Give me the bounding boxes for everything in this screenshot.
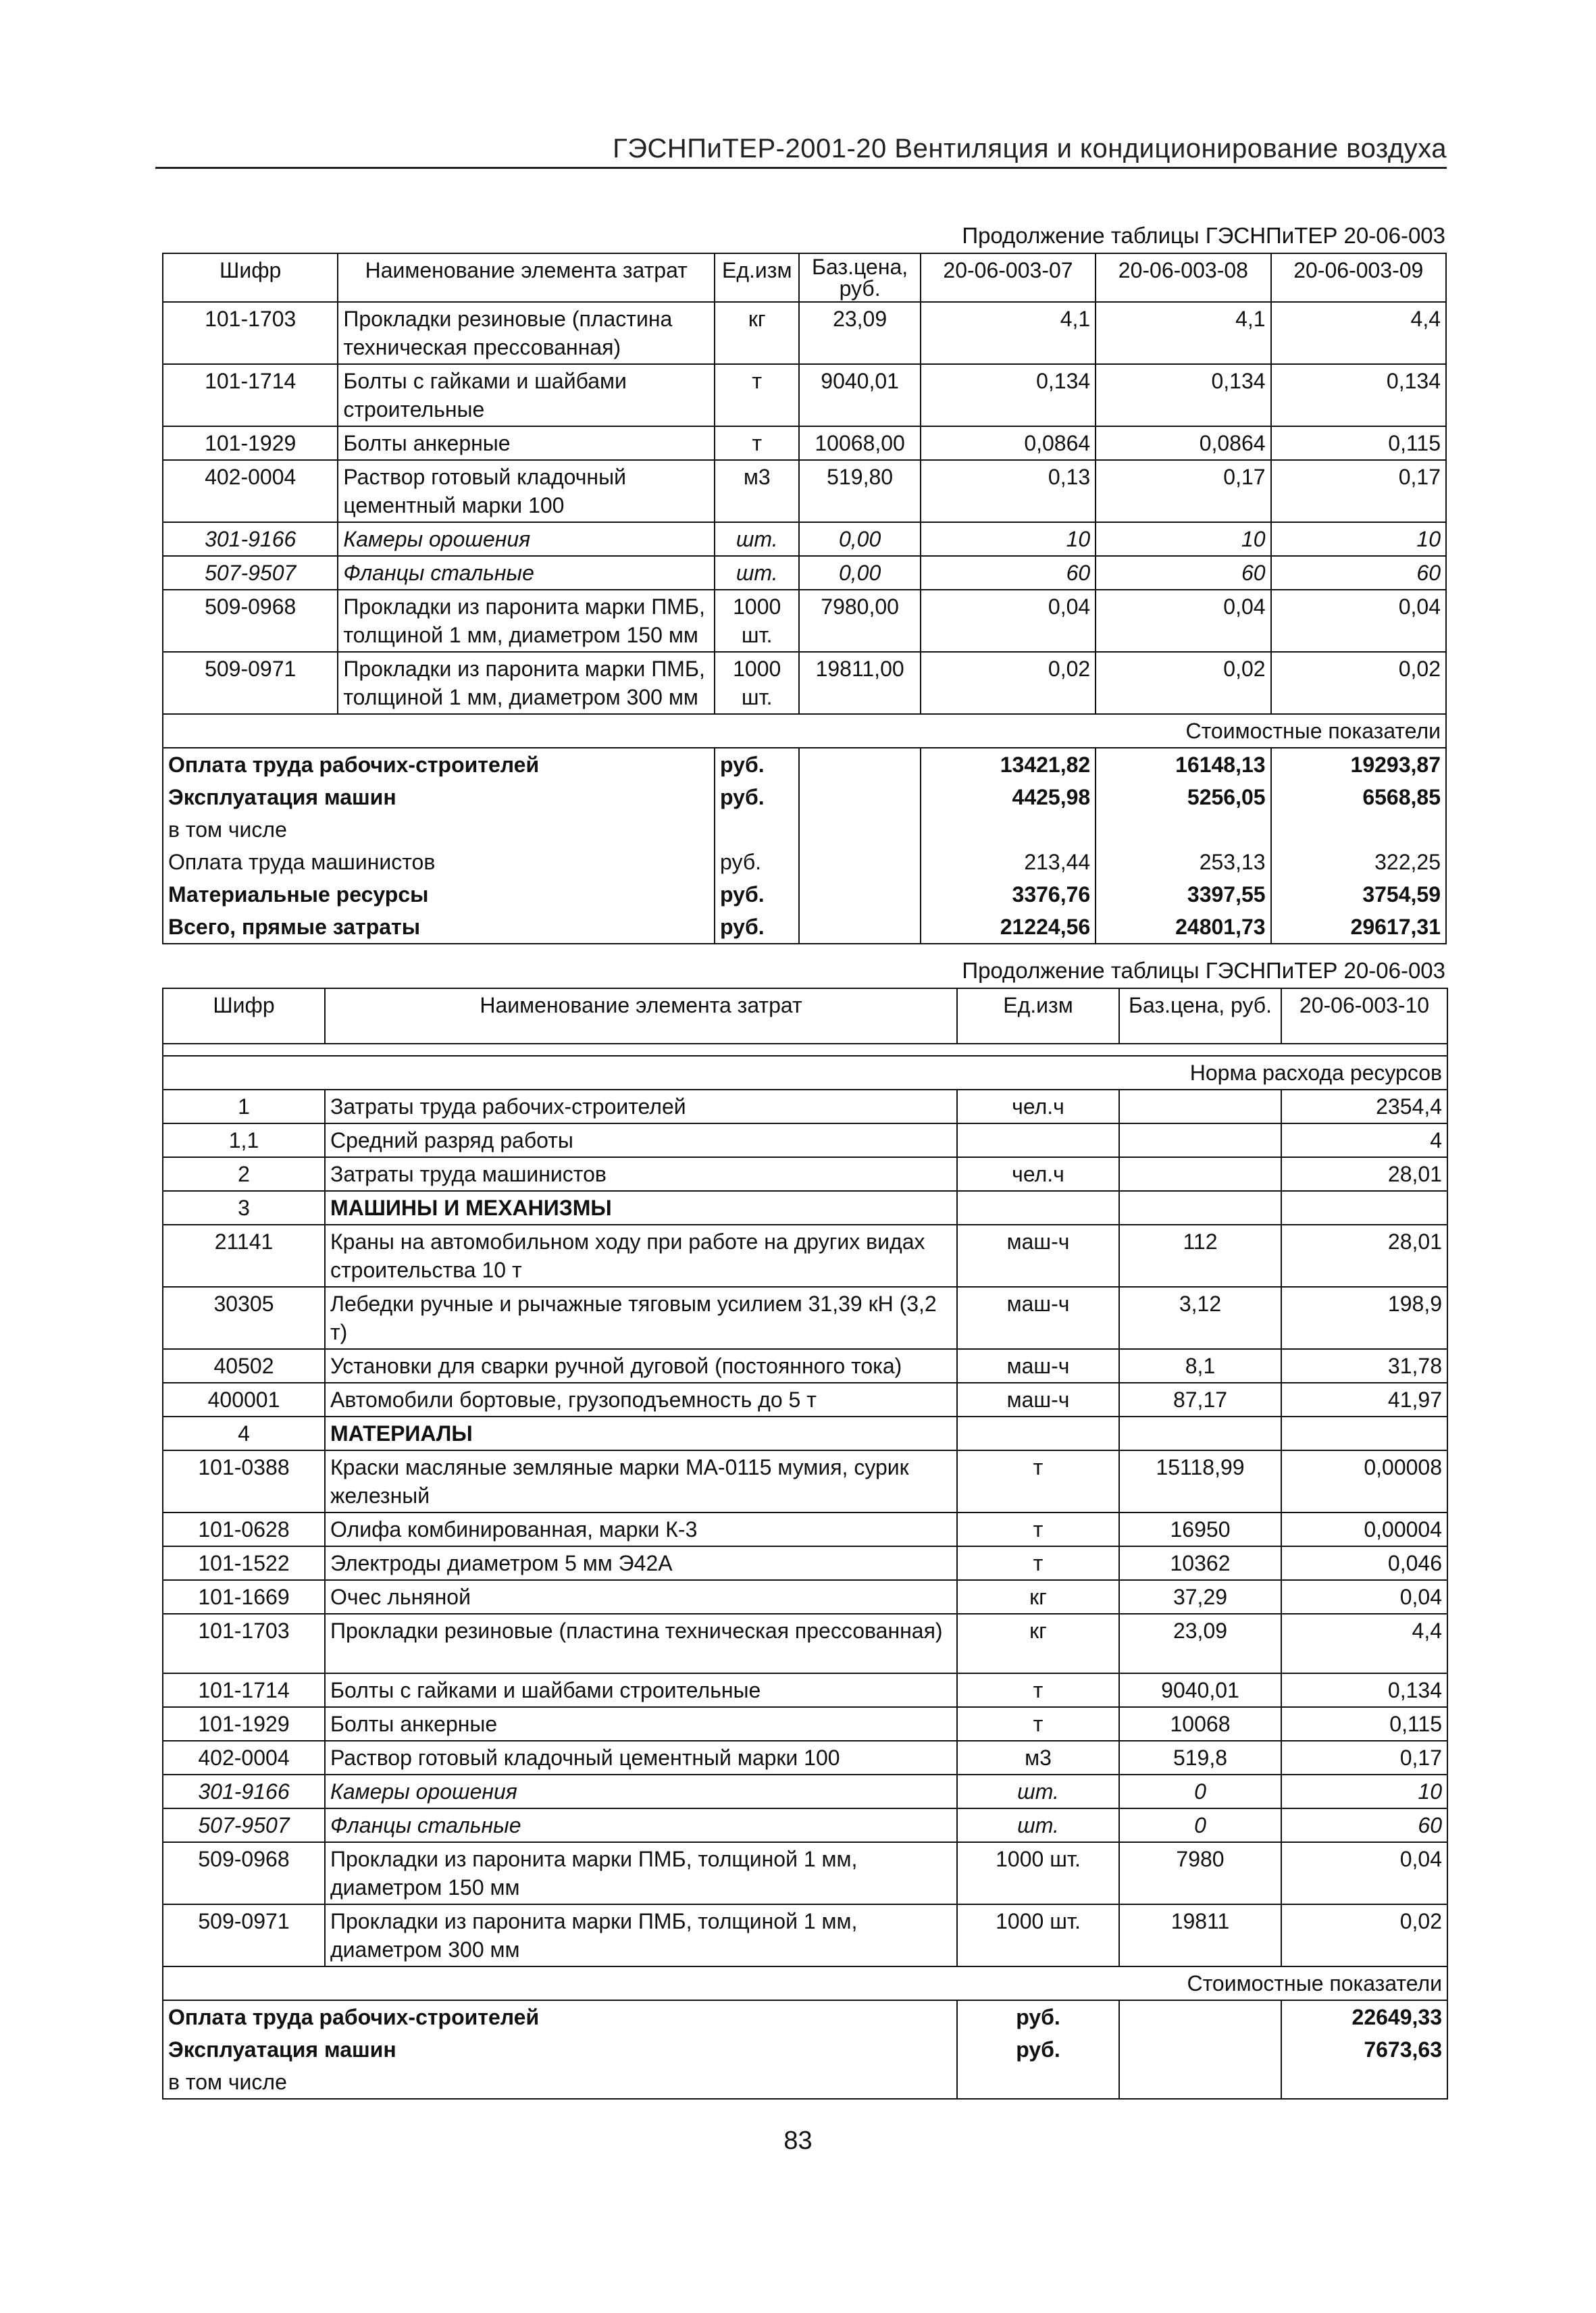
table-row bbox=[163, 460, 1446, 522]
section-row bbox=[163, 1417, 1447, 1450]
cost-price bbox=[799, 748, 920, 781]
col-name-header: Наименование элемента затрат bbox=[325, 988, 957, 1044]
row-name: Олифа комбинированная, марки К-3 bbox=[325, 1513, 957, 1546]
row-code: 301-9166 bbox=[163, 1775, 325, 1808]
table-row bbox=[163, 1546, 1447, 1580]
row-name: Прокладки из паронита марки ПМБ, толщиной 1 мм, диаметром 150 мм bbox=[338, 590, 715, 652]
row-name: Болты анкерные bbox=[338, 426, 715, 460]
table1-continuation: Продолжение таблицы ГЭСНПиТЕР 20-06-003 bbox=[962, 223, 1445, 248]
cost-label: в том числе bbox=[163, 2066, 957, 2099]
row-unit: 1000 шт. bbox=[957, 1904, 1119, 1966]
row-unit: маш-ч bbox=[957, 1287, 1119, 1349]
row-name: Камеры орошения bbox=[325, 1775, 957, 1808]
cost-value: 19293,87 bbox=[1271, 748, 1446, 781]
row-code: 101-1703 bbox=[163, 1614, 325, 1673]
row-value: 198,9 bbox=[1281, 1287, 1447, 1349]
table-row bbox=[163, 1673, 1447, 1707]
table-row bbox=[163, 1842, 1447, 1904]
spacer-cell bbox=[163, 1044, 1447, 1056]
table-row bbox=[163, 1287, 1447, 1349]
cost-row bbox=[163, 878, 1446, 911]
cost-value bbox=[1271, 813, 1446, 846]
row-code: 402-0004 bbox=[163, 1741, 325, 1775]
row-code: 101-1669 bbox=[163, 1580, 325, 1614]
row-name: Прокладки резиновые (пластина техническая прессованная) bbox=[325, 1614, 957, 1673]
row-code: 3 bbox=[163, 1191, 325, 1225]
row-price bbox=[1119, 1191, 1281, 1225]
col-resource-08-header: 20-06-003-08 bbox=[1096, 253, 1270, 302]
row-value: 28,01 bbox=[1281, 1225, 1447, 1287]
cost-row bbox=[163, 748, 1446, 781]
row-price: 0 bbox=[1119, 1775, 1281, 1808]
row-code: 507-9507 bbox=[163, 1808, 325, 1842]
row-unit: м3 bbox=[957, 1741, 1119, 1775]
row-unit: 1000 шт. bbox=[715, 652, 799, 714]
row-price: 15118,99 bbox=[1119, 1450, 1281, 1513]
row-price bbox=[1119, 1417, 1281, 1450]
row-code: 2 bbox=[163, 1157, 325, 1191]
row-value: 0,134 bbox=[1281, 1673, 1447, 1707]
row-name: Автомобили бортовые, грузоподъемность до 5 т bbox=[325, 1383, 957, 1417]
table-row bbox=[163, 1580, 1447, 1614]
row-unit: шт. bbox=[715, 522, 799, 556]
row-unit: чел.ч bbox=[957, 1157, 1119, 1191]
row-value: 10 bbox=[1281, 1775, 1447, 1808]
col-price-header: Баз.цена, руб. bbox=[799, 253, 920, 302]
table2-header-row bbox=[163, 988, 1447, 1044]
row-price: 8,1 bbox=[1119, 1349, 1281, 1383]
row-value: 0,02 bbox=[921, 652, 1096, 714]
cost-section-row bbox=[163, 714, 1446, 748]
cost-row bbox=[163, 2000, 1447, 2033]
row-code: 101-1929 bbox=[163, 426, 338, 460]
table-row bbox=[163, 1513, 1447, 1546]
cost-label: Всего, прямые затраты bbox=[163, 911, 715, 944]
cost-price bbox=[799, 911, 920, 944]
cost-value: 3754,59 bbox=[1271, 878, 1446, 911]
row-value: 4,4 bbox=[1281, 1614, 1447, 1673]
row-value: 0,134 bbox=[921, 364, 1096, 426]
row-price bbox=[1119, 1157, 1281, 1191]
row-unit bbox=[957, 1191, 1119, 1225]
row-price: 0 bbox=[1119, 1808, 1281, 1842]
row-value: 4,1 bbox=[921, 302, 1096, 364]
row-code: 101-1714 bbox=[163, 1673, 325, 1707]
table-row bbox=[163, 1123, 1447, 1157]
row-code: 509-0971 bbox=[163, 652, 338, 714]
row-value: 0,134 bbox=[1271, 364, 1446, 426]
row-value: 0,0864 bbox=[1096, 426, 1270, 460]
cost-value: 3397,55 bbox=[1096, 878, 1270, 911]
cost-price bbox=[1119, 2033, 1281, 2066]
cost-label: Материальные ресурсы bbox=[163, 878, 715, 911]
row-value: 0,04 bbox=[921, 590, 1096, 652]
row-unit: кг bbox=[957, 1614, 1119, 1673]
cost-unit: руб. bbox=[957, 2033, 1119, 2066]
table-row bbox=[163, 1090, 1447, 1123]
row-name: Фланцы стальные bbox=[325, 1808, 957, 1842]
row-price: 23,09 bbox=[1119, 1614, 1281, 1673]
row-price: 10068 bbox=[1119, 1707, 1281, 1741]
row-value: 0,17 bbox=[1271, 460, 1446, 522]
row-unit: 1000 шт. bbox=[957, 1842, 1119, 1904]
row-unit: т bbox=[957, 1707, 1119, 1741]
cost-value: 22649,33 bbox=[1281, 2000, 1447, 2033]
row-value: 0,02 bbox=[1096, 652, 1270, 714]
table-row bbox=[163, 1808, 1447, 1842]
table-row bbox=[163, 1450, 1447, 1513]
cost-value: 322,25 bbox=[1271, 846, 1446, 878]
cost-unit: руб. bbox=[715, 781, 799, 813]
row-price: 3,12 bbox=[1119, 1287, 1281, 1349]
row-value: 0,17 bbox=[1281, 1741, 1447, 1775]
row-name: Прокладки из паронита марки ПМБ, толщиной 1 мм, диаметром 150 мм bbox=[325, 1842, 957, 1904]
cost-row bbox=[163, 2066, 1447, 2099]
cost-unit: руб. bbox=[715, 748, 799, 781]
row-value: 0,0864 bbox=[921, 426, 1096, 460]
row-unit: т bbox=[957, 1546, 1119, 1580]
row-value: 4 bbox=[1281, 1123, 1447, 1157]
cost-label: Оплата труда рабочих-строителей bbox=[163, 2000, 957, 2033]
row-unit: 1000 шт. bbox=[715, 590, 799, 652]
row-value: 41,97 bbox=[1281, 1383, 1447, 1417]
cost-unit bbox=[957, 2066, 1119, 2099]
cost-section-row bbox=[163, 1966, 1447, 2000]
col-name-header: Наименование элемента затрат bbox=[338, 253, 715, 302]
row-unit bbox=[957, 1123, 1119, 1157]
cost-value: 24801,73 bbox=[1096, 911, 1270, 944]
cost-value: 6568,85 bbox=[1271, 781, 1446, 813]
cost-price bbox=[799, 846, 920, 878]
row-name: Фланцы стальные bbox=[338, 556, 715, 590]
col-code-header: Шифр bbox=[163, 253, 338, 302]
row-code: 101-0388 bbox=[163, 1450, 325, 1513]
table-row bbox=[163, 1225, 1447, 1287]
row-code: 101-1714 bbox=[163, 364, 338, 426]
table-row bbox=[163, 1775, 1447, 1808]
cost-value: 13421,82 bbox=[921, 748, 1096, 781]
row-value: 10 bbox=[1096, 522, 1270, 556]
row-price: 0,00 bbox=[799, 522, 920, 556]
row-value: 10 bbox=[921, 522, 1096, 556]
row-name: Болты с гайками и шайбами строительные bbox=[338, 364, 715, 426]
row-code: 4 bbox=[163, 1417, 325, 1450]
cost-section-label: Стоимостные показатели bbox=[163, 714, 1446, 748]
row-value: 10 bbox=[1271, 522, 1446, 556]
cost-row bbox=[163, 2033, 1447, 2066]
cost-value bbox=[921, 813, 1096, 846]
row-code: 101-1929 bbox=[163, 1707, 325, 1741]
row-value: 0,04 bbox=[1271, 590, 1446, 652]
col-resource-09-header: 20-06-003-09 bbox=[1271, 253, 1446, 302]
row-value: 0,115 bbox=[1281, 1707, 1447, 1741]
cost-value: 253,13 bbox=[1096, 846, 1270, 878]
spacer-row bbox=[163, 1044, 1447, 1056]
row-name: Электроды диаметром 5 мм Э42А bbox=[325, 1546, 957, 1580]
row-code: 509-0968 bbox=[163, 1842, 325, 1904]
row-code: 507-9507 bbox=[163, 556, 338, 590]
table-row bbox=[163, 652, 1446, 714]
row-unit: маш-ч bbox=[957, 1349, 1119, 1383]
row-price: 9040,01 bbox=[799, 364, 920, 426]
table-row bbox=[163, 522, 1446, 556]
cost-value: 213,44 bbox=[921, 846, 1096, 878]
row-name: Раствор готовый кладочный цементный марки 100 bbox=[325, 1741, 957, 1775]
row-price bbox=[1119, 1090, 1281, 1123]
row-value bbox=[1281, 1417, 1447, 1450]
cost-unit: руб. bbox=[715, 911, 799, 944]
row-code: 509-0968 bbox=[163, 590, 338, 652]
row-code: 1 bbox=[163, 1090, 325, 1123]
row-unit: маш-ч bbox=[957, 1383, 1119, 1417]
table-row bbox=[163, 1349, 1447, 1383]
table-row bbox=[163, 364, 1446, 426]
row-unit: кг bbox=[715, 302, 799, 364]
cost-price bbox=[1119, 2066, 1281, 2099]
cost-label: в том числе bbox=[163, 813, 715, 846]
row-name: Затраты труда рабочих-строителей bbox=[325, 1090, 957, 1123]
cost-row bbox=[163, 911, 1446, 944]
row-name: Лебедки ручные и рычажные тяговым усилием 31,39 кН (3,2 т) bbox=[325, 1287, 957, 1349]
row-value: 28,01 bbox=[1281, 1157, 1447, 1191]
table2 bbox=[162, 988, 1448, 2100]
cost-unit: руб. bbox=[715, 846, 799, 878]
cost-unit bbox=[715, 813, 799, 846]
table-row bbox=[163, 1741, 1447, 1775]
row-unit: т bbox=[957, 1673, 1119, 1707]
header-title: ГЭСНПиТЕР-2001-20 Вентиляция и кондиционирование воздуха bbox=[613, 134, 1447, 163]
row-unit: т bbox=[957, 1513, 1119, 1546]
row-value: 0,17 bbox=[1096, 460, 1270, 522]
row-value: 0,115 bbox=[1271, 426, 1446, 460]
row-code: 101-1522 bbox=[163, 1546, 325, 1580]
cost-value: 21224,56 bbox=[921, 911, 1096, 944]
cost-label: Эксплуатация машин bbox=[163, 781, 715, 813]
table-row bbox=[163, 426, 1446, 460]
row-unit: шт. bbox=[715, 556, 799, 590]
row-name: Затраты труда машинистов bbox=[325, 1157, 957, 1191]
cost-value: 4425,98 bbox=[921, 781, 1096, 813]
row-name: Болты с гайками и шайбами строительные bbox=[325, 1673, 957, 1707]
cost-value bbox=[1281, 2066, 1447, 2099]
row-code: 1,1 bbox=[163, 1123, 325, 1157]
cost-label: Оплата труда машинистов bbox=[163, 846, 715, 878]
page-number: 83 bbox=[783, 2127, 813, 2155]
row-code: 400001 bbox=[163, 1383, 325, 1417]
row-code: 101-1703 bbox=[163, 302, 338, 364]
cost-row bbox=[163, 846, 1446, 878]
row-value: 60 bbox=[1271, 556, 1446, 590]
row-value: 0,02 bbox=[1271, 652, 1446, 714]
row-unit: т bbox=[715, 426, 799, 460]
cost-unit: руб. bbox=[715, 878, 799, 911]
row-name: Прокладки из паронита марки ПМБ, толщиной 1 мм, диаметром 300 мм bbox=[338, 652, 715, 714]
row-price: 23,09 bbox=[799, 302, 920, 364]
col-unit-header: Ед.изм bbox=[715, 253, 799, 302]
table2-continuation: Продолжение таблицы ГЭСНПиТЕР 20-06-003 bbox=[962, 958, 1445, 983]
row-value: 60 bbox=[1096, 556, 1270, 590]
table-row bbox=[163, 1904, 1447, 1966]
section-row bbox=[163, 1191, 1447, 1225]
cost-label: Эксплуатация машин bbox=[163, 2033, 957, 2066]
row-name: Средний разряд работы bbox=[325, 1123, 957, 1157]
row-value bbox=[1281, 1191, 1447, 1225]
row-value: 0,134 bbox=[1096, 364, 1270, 426]
row-value: 2354,4 bbox=[1281, 1090, 1447, 1123]
row-value: 0,04 bbox=[1281, 1842, 1447, 1904]
cost-value: 7673,63 bbox=[1281, 2033, 1447, 2066]
table-row bbox=[163, 556, 1446, 590]
row-value: 0,00008 bbox=[1281, 1450, 1447, 1513]
row-name: Краны на автомобильном ходу при работе на других видах строительства 10 т bbox=[325, 1225, 957, 1287]
cost-value: 5256,05 bbox=[1096, 781, 1270, 813]
row-unit: маш-ч bbox=[957, 1225, 1119, 1287]
table-row bbox=[163, 302, 1446, 364]
col-resource-10-header: 20-06-003-10 bbox=[1281, 988, 1447, 1044]
page-header bbox=[155, 134, 1447, 169]
row-price: 37,29 bbox=[1119, 1580, 1281, 1614]
row-value: 4,1 bbox=[1096, 302, 1270, 364]
row-price: 9040,01 bbox=[1119, 1673, 1281, 1707]
row-name: Болты анкерные bbox=[325, 1707, 957, 1741]
cost-unit: руб. bbox=[957, 2000, 1119, 2033]
row-value: 0,00004 bbox=[1281, 1513, 1447, 1546]
row-code: 30305 bbox=[163, 1287, 325, 1349]
cost-value: 16148,13 bbox=[1096, 748, 1270, 781]
row-value: 0,046 bbox=[1281, 1546, 1447, 1580]
table-row bbox=[163, 590, 1446, 652]
section-title: МАТЕРИАЛЫ bbox=[325, 1417, 957, 1450]
row-price: 7980 bbox=[1119, 1842, 1281, 1904]
cost-price bbox=[799, 781, 920, 813]
table-row bbox=[163, 1614, 1447, 1673]
row-price: 87,17 bbox=[1119, 1383, 1281, 1417]
cost-value: 29617,31 bbox=[1271, 911, 1446, 944]
row-name: Краски масляные земляные марки МА-0115 мумия, сурик железный bbox=[325, 1450, 957, 1513]
row-unit: шт. bbox=[957, 1775, 1119, 1808]
cost-section-label: Стоимостные показатели bbox=[163, 1966, 1447, 2000]
row-code: 101-0628 bbox=[163, 1513, 325, 1546]
cost-price bbox=[799, 813, 920, 846]
table-row bbox=[163, 1157, 1447, 1191]
row-code: 40502 bbox=[163, 1349, 325, 1383]
row-code: 301-9166 bbox=[163, 522, 338, 556]
row-unit: кг bbox=[957, 1580, 1119, 1614]
table-row bbox=[163, 1707, 1447, 1741]
table1 bbox=[162, 253, 1447, 944]
row-price: 519,80 bbox=[799, 460, 920, 522]
row-value: 0,04 bbox=[1096, 590, 1270, 652]
row-value: 4,4 bbox=[1271, 302, 1446, 364]
row-price: 19811,00 bbox=[799, 652, 920, 714]
norm-section-row bbox=[163, 1056, 1447, 1090]
row-value: 0,04 bbox=[1281, 1580, 1447, 1614]
row-price: 519,8 bbox=[1119, 1741, 1281, 1775]
norm-section-label: Норма расхода ресурсов bbox=[163, 1056, 1447, 1090]
row-value: 0,13 bbox=[921, 460, 1096, 522]
table1-header-row bbox=[163, 253, 1446, 302]
row-code: 509-0971 bbox=[163, 1904, 325, 1966]
row-price: 10068,00 bbox=[799, 426, 920, 460]
col-unit-header: Ед.изм bbox=[957, 988, 1119, 1044]
col-resource-07-header: 20-06-003-07 bbox=[921, 253, 1096, 302]
row-unit: шт. bbox=[957, 1808, 1119, 1842]
cost-price bbox=[799, 878, 920, 911]
col-code-header: Шифр bbox=[163, 988, 325, 1044]
cost-value: 3376,76 bbox=[921, 878, 1096, 911]
row-price: 16950 bbox=[1119, 1513, 1281, 1546]
cost-label: Оплата труда рабочих-строителей bbox=[163, 748, 715, 781]
row-unit: чел.ч bbox=[957, 1090, 1119, 1123]
row-unit bbox=[957, 1417, 1119, 1450]
cost-value bbox=[1096, 813, 1270, 846]
row-price: 10362 bbox=[1119, 1546, 1281, 1580]
row-price: 0,00 bbox=[799, 556, 920, 590]
row-value: 60 bbox=[1281, 1808, 1447, 1842]
row-name: Прокладки резиновые (пластина техническая прессованная) bbox=[338, 302, 715, 364]
cost-price bbox=[1119, 2000, 1281, 2033]
cost-row bbox=[163, 813, 1446, 846]
row-price bbox=[1119, 1123, 1281, 1157]
row-name: Очес льняной bbox=[325, 1580, 957, 1614]
row-value: 60 bbox=[921, 556, 1096, 590]
row-unit: м3 bbox=[715, 460, 799, 522]
row-unit: т bbox=[957, 1450, 1119, 1513]
table-row bbox=[163, 1383, 1447, 1417]
row-code: 21141 bbox=[163, 1225, 325, 1287]
row-name: Установки для сварки ручной дуговой (постоянного тока) bbox=[325, 1349, 957, 1383]
col-price-header: Баз.цена, руб. bbox=[1119, 988, 1281, 1044]
row-value: 0,02 bbox=[1281, 1904, 1447, 1966]
row-price: 112 bbox=[1119, 1225, 1281, 1287]
row-code: 402-0004 bbox=[163, 460, 338, 522]
cost-row bbox=[163, 781, 1446, 813]
row-value: 31,78 bbox=[1281, 1349, 1447, 1383]
row-name: Прокладки из паронита марки ПМБ, толщиной 1 мм, диаметром 300 мм bbox=[325, 1904, 957, 1966]
section-title: МАШИНЫ И МЕХАНИЗМЫ bbox=[325, 1191, 957, 1225]
row-price: 7980,00 bbox=[799, 590, 920, 652]
row-name: Раствор готовый кладочный цементный марки 100 bbox=[338, 460, 715, 522]
row-name: Камеры орошения bbox=[338, 522, 715, 556]
row-unit: т bbox=[715, 364, 799, 426]
row-price: 19811 bbox=[1119, 1904, 1281, 1966]
